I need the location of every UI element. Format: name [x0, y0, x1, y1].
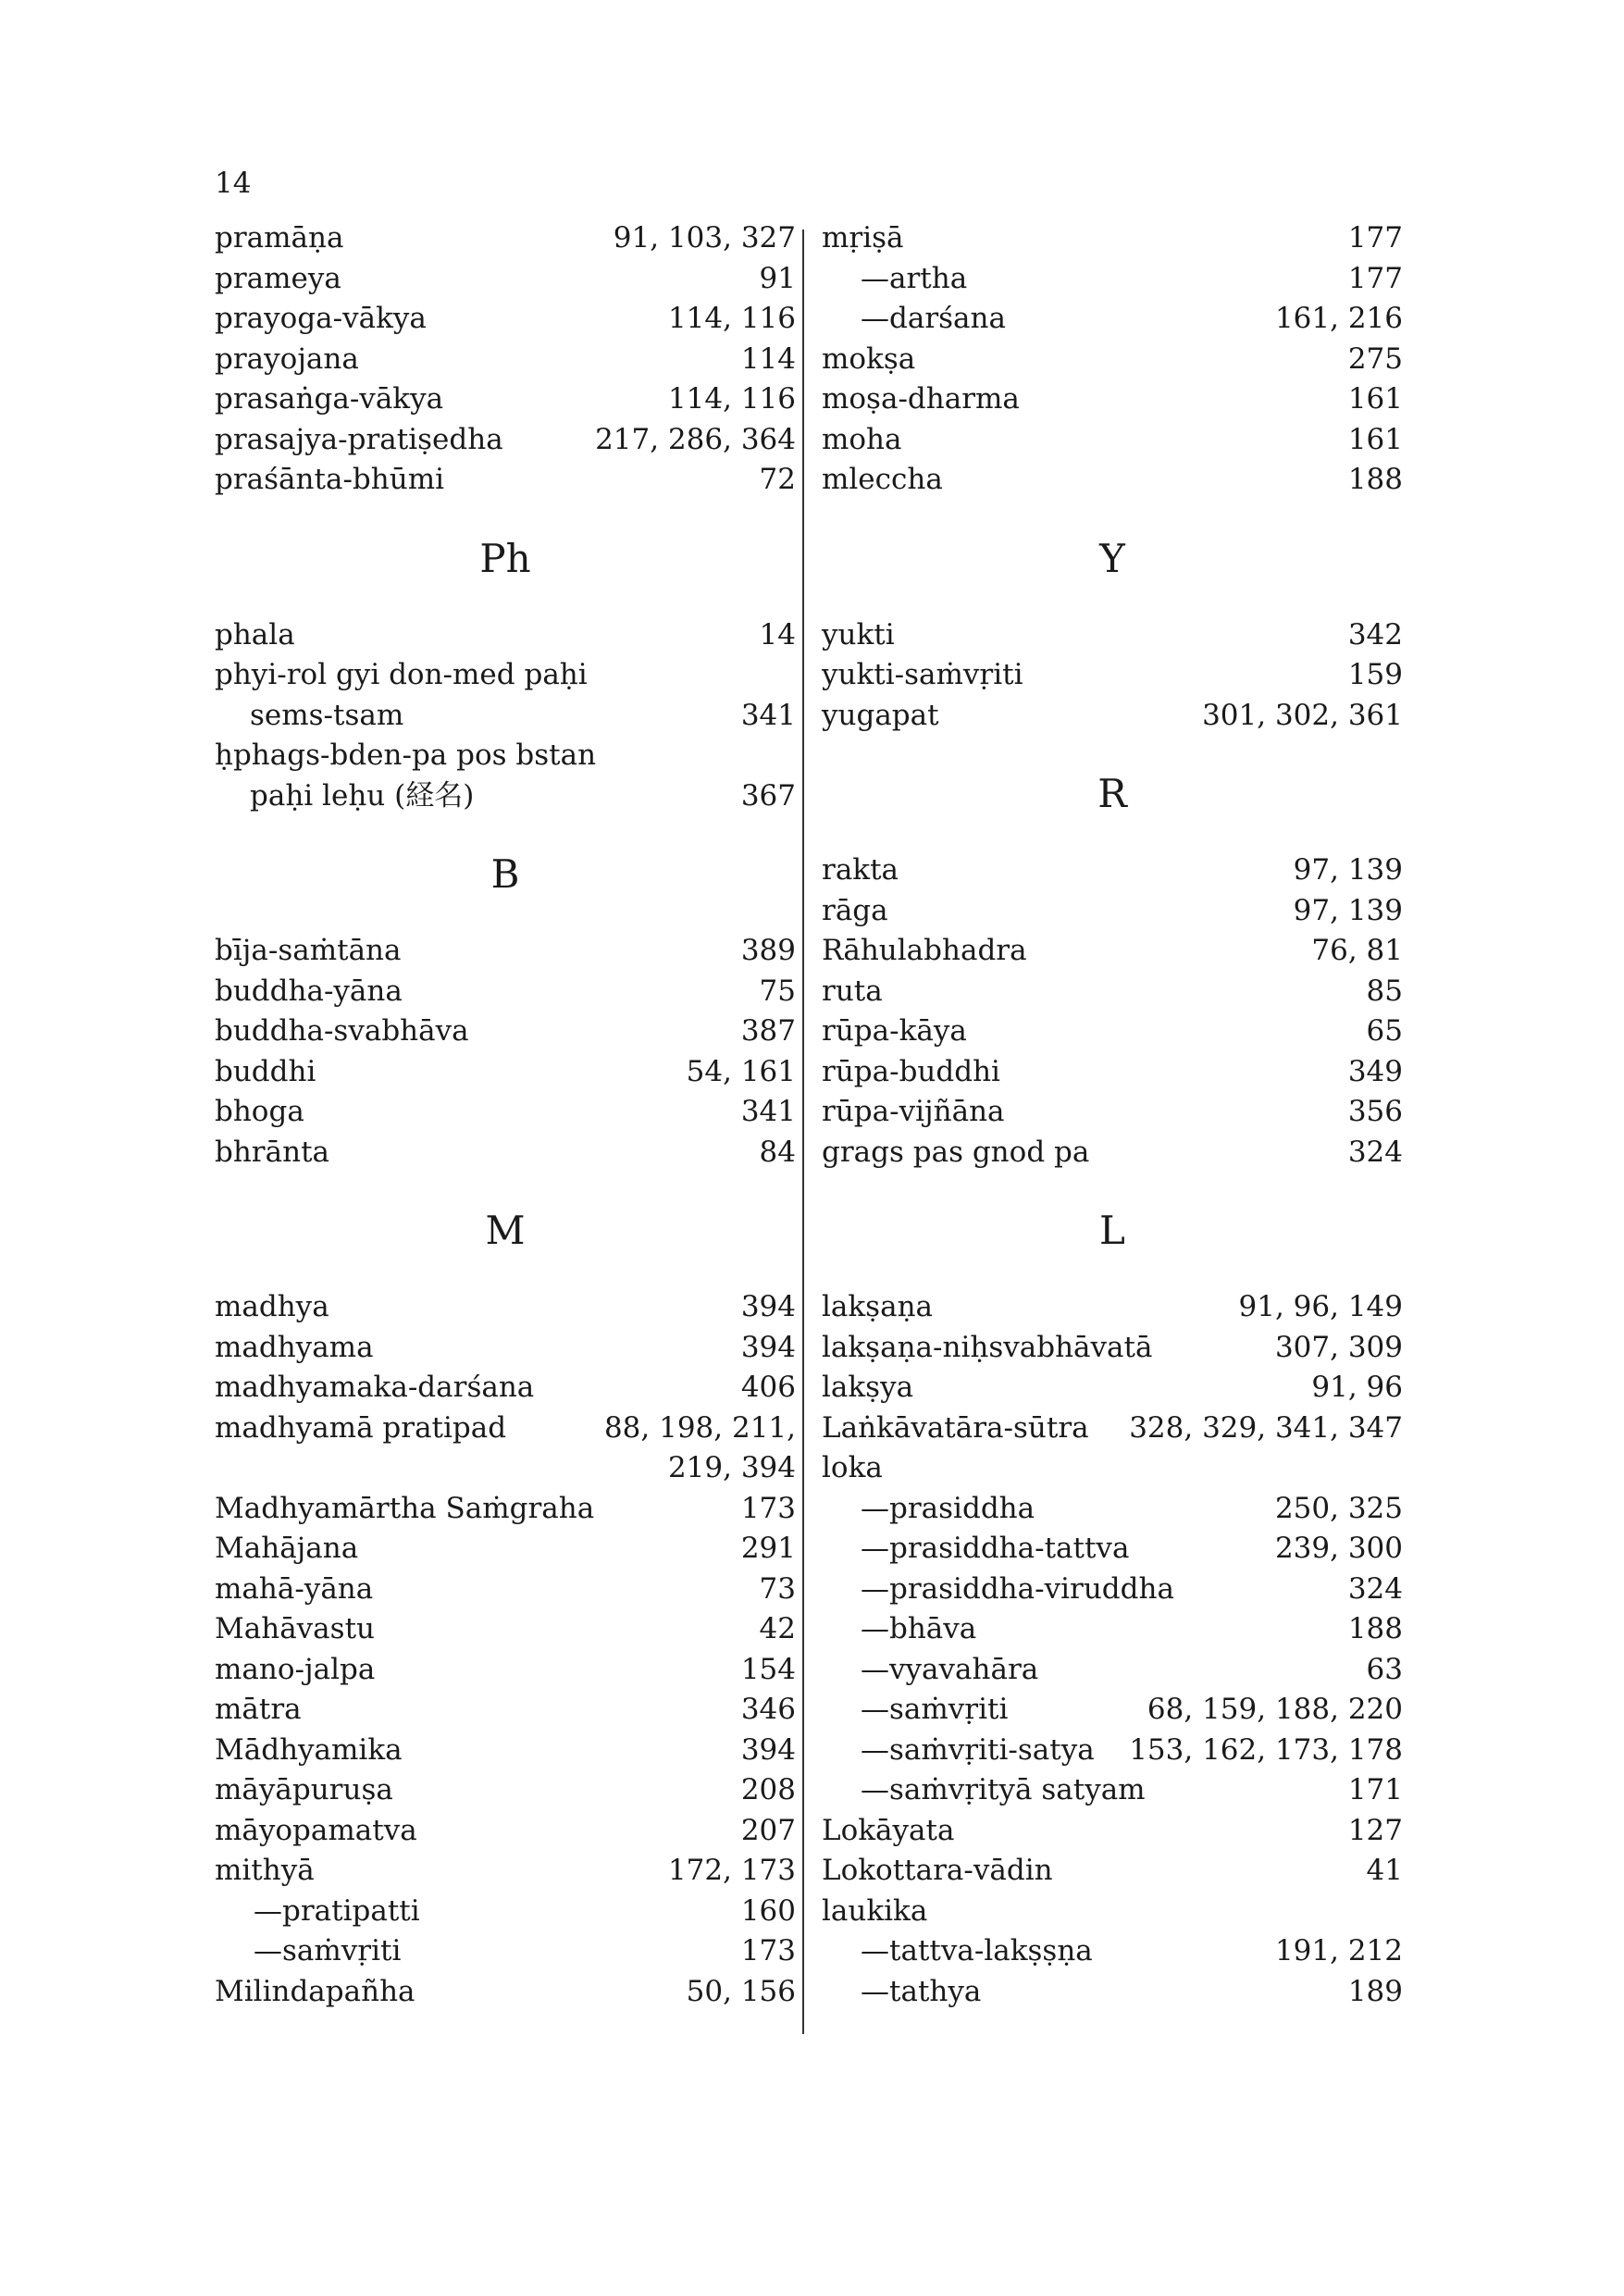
entry-pages: 161, 216 [1274, 302, 1403, 335]
index-column-left [215, 218, 796, 2012]
entry-term: buddha-yāna [215, 974, 403, 1008]
page-number: 14 [215, 167, 252, 200]
entry-pages: 324 [1347, 1135, 1403, 1169]
entry-term: buddha-svabhāva [215, 1014, 469, 1048]
index-entry [822, 1011, 1403, 1052]
entry-term: yugapat [822, 698, 939, 732]
index-subentry [822, 1770, 1403, 1811]
entry-pages: 394 [740, 1330, 796, 1364]
entry-term: —tattva-lakṣṣṇa [861, 1934, 1093, 1967]
entry-term: —prasiddha-tattva [861, 1532, 1130, 1565]
entry-term: mahā-yāna [215, 1571, 374, 1606]
entry-pages: 161 [1347, 422, 1403, 456]
entry-term: —prasiddha-viruddha [861, 1571, 1174, 1606]
index-entry [822, 1052, 1403, 1093]
index-entry [822, 972, 1403, 1012]
entry-pages: 275 [1347, 341, 1403, 376]
entry-term: rūpa-vijñāna [822, 1095, 1005, 1128]
section-heading: M [485, 1208, 526, 1253]
entry-term: madhyamā pratipad [215, 1410, 507, 1445]
index-entry [215, 340, 796, 380]
entry-term: Madhyamārtha Saṁgraha [215, 1491, 595, 1525]
index-entry [822, 850, 1403, 891]
index-entry [215, 1731, 796, 1771]
entry-pages: 75 [759, 974, 796, 1008]
index-subentry [215, 1892, 796, 1932]
entry-term: —prasiddha [861, 1491, 1035, 1525]
index-entry [822, 340, 1403, 380]
entry-pages: 328, 329, 341, 347 [1129, 1410, 1403, 1445]
entry-term: Lokottara-vādin [822, 1854, 1053, 1887]
index-entry [822, 1409, 1403, 1449]
entry-term: mithyā [215, 1854, 315, 1887]
index-entry [215, 420, 796, 461]
index-subentry [822, 259, 1403, 300]
entry-term: sems-tsam [250, 698, 404, 732]
index-entry [822, 1811, 1403, 1852]
entry-pages: 91, 103, 327 [613, 221, 796, 254]
section-heading: Y [1099, 535, 1125, 581]
index-entry [215, 299, 796, 340]
index-subentry [822, 1931, 1403, 1972]
entry-term: prayoga-vākya [215, 302, 427, 335]
index-entry [822, 1287, 1403, 1328]
entry-pages: 114 [740, 341, 796, 376]
entry-pages: 219, 394 [667, 1451, 796, 1484]
entry-term: Rāhulabhadra [822, 934, 1027, 967]
entry-pages: 342 [1347, 617, 1403, 652]
entry-pages: 239, 300 [1274, 1532, 1403, 1565]
entry-pages: 389 [740, 934, 796, 967]
index-entry [215, 1052, 796, 1093]
entry-pages: 97, 139 [1293, 893, 1403, 927]
entry-pages: 127 [1347, 1813, 1403, 1847]
entry-term: madhya [215, 1290, 329, 1323]
entry-pages: 217, 286, 364 [595, 422, 796, 456]
index-subentry [822, 1731, 1403, 1771]
entry-pages: 349 [1347, 1054, 1403, 1088]
entry-term: prayojana [215, 341, 359, 376]
entry-term: loka [822, 1451, 883, 1484]
entry-term: madhyamaka-darśana [215, 1371, 535, 1404]
entry-pages: 208 [740, 1773, 796, 1806]
index-entry [215, 615, 796, 656]
index-entry [215, 1570, 796, 1610]
entry-term: yukti-saṁvṛiti [822, 658, 1023, 691]
section-heading: L [1099, 1208, 1125, 1253]
index-entry [822, 1133, 1403, 1173]
entry-term: bhoga [215, 1095, 304, 1128]
entry-pages: 85 [1366, 974, 1403, 1008]
entry-pages: 91 [759, 261, 796, 295]
index-entry [215, 460, 796, 501]
entry-pages: 91, 96, 149 [1238, 1290, 1403, 1323]
entry-term: buddhi [215, 1054, 316, 1088]
index-entry [215, 1489, 796, 1530]
entry-pages: 114, 116 [667, 302, 796, 335]
entry-term: rūpa-buddhi [822, 1054, 1000, 1088]
entry-term: —tathya [861, 1974, 982, 2008]
entry-pages: 189 [1347, 1974, 1403, 2008]
index-entry [215, 736, 796, 776]
entry-term: —vyavahāra [861, 1652, 1039, 1686]
entry-term: rāga [822, 893, 888, 927]
index-entry [215, 1972, 796, 2013]
entry-term: mano-jalpa [215, 1652, 376, 1686]
index-entry [822, 1368, 1403, 1409]
entry-pages: 91, 96 [1311, 1371, 1403, 1404]
entry-pages: 88, 198, 211, [603, 1410, 796, 1445]
entry-term: praśānta-bhūmi [215, 463, 444, 496]
entry-term: moha [822, 422, 902, 456]
index-column-right [822, 218, 1403, 2012]
index-entry [822, 931, 1403, 972]
index-entry [822, 1328, 1403, 1369]
entry-pages: 114, 116 [667, 382, 796, 416]
index-entry [822, 891, 1403, 932]
entry-pages: 160 [740, 1893, 796, 1928]
index-entry [822, 379, 1403, 420]
entry-pages: 41 [1366, 1854, 1403, 1887]
index-entry [215, 1851, 796, 1892]
entry-term: lakṣaṇa [822, 1290, 934, 1323]
index-subentry [822, 1529, 1403, 1570]
index-entry [215, 1409, 796, 1449]
entry-term: Mahāvastu [215, 1612, 375, 1645]
entry-term: —saṁvṛityā satyam [861, 1773, 1146, 1806]
entry-pages: 54, 161 [686, 1054, 796, 1088]
entry-term: —saṁvṛiti [861, 1693, 1009, 1726]
entry-pages: 72 [759, 463, 796, 496]
index-entry [215, 931, 796, 972]
index-subentry [215, 1931, 796, 1972]
section-heading: Ph [479, 535, 531, 581]
entry-term: Laṅkāvatāra-sūtra [822, 1410, 1089, 1445]
entry-pages: 84 [759, 1135, 796, 1169]
entry-term: rakta [822, 853, 899, 887]
entry-term: Lokāyata [822, 1813, 955, 1847]
entry-pages: 250, 325 [1274, 1491, 1403, 1525]
entry-term: prameya [215, 261, 341, 295]
index-entry [215, 1011, 796, 1052]
index-entry [215, 655, 796, 696]
index-entry [215, 259, 796, 300]
index-entry [215, 1770, 796, 1811]
index-entry [215, 1092, 796, 1133]
entry-pages: 68, 159, 188, 220 [1147, 1693, 1403, 1726]
entry-term: rūpa-kāya [822, 1014, 967, 1048]
index-entry [215, 379, 796, 420]
index-subentry [822, 1489, 1403, 1530]
entry-pages: 173 [740, 1934, 796, 1967]
index-entry [215, 218, 796, 259]
entry-term: mokṣa [822, 341, 916, 376]
entry-term: Mahājana [215, 1532, 359, 1565]
index-entry [822, 218, 1403, 259]
entry-term: prasaṅga-vākya [215, 382, 444, 416]
index-subentry [822, 1650, 1403, 1691]
entry-term: phyi-rol gyi don-med paḥi [215, 658, 588, 691]
entry-pages: 76, 81 [1311, 934, 1403, 967]
entry-term: laukika [822, 1893, 928, 1928]
entry-term: lakṣaṇa-niḥsvabhāvatā [822, 1330, 1153, 1364]
entry-pages: 188 [1347, 1612, 1403, 1645]
entry-pages: 172, 173 [667, 1854, 796, 1887]
entry-term: phala [215, 617, 295, 652]
index-entry [215, 696, 796, 737]
entry-pages: 177 [1347, 221, 1403, 254]
entry-term: māyopamatva [215, 1813, 417, 1847]
entry-pages: 207 [740, 1813, 796, 1847]
entry-pages: 73 [759, 1571, 796, 1606]
entry-term: ḥphags-bden-pa pos bstan [215, 738, 597, 772]
index-entry [215, 1287, 796, 1328]
index-subentry [822, 299, 1403, 340]
index-entry [215, 1529, 796, 1570]
entry-term: grags pas gnod pa [822, 1135, 1090, 1169]
entry-term: bīja-saṁtāna [215, 934, 402, 967]
entry-term: mṛiṣā [822, 221, 904, 254]
entry-pages: 65 [1366, 1014, 1403, 1048]
entry-term: mleccha [822, 463, 943, 496]
section-heading: R [1097, 771, 1127, 816]
entry-pages: 173 [740, 1491, 796, 1525]
entry-term: prasajya-pratiṣedha [215, 422, 503, 456]
index-entry [215, 1811, 796, 1852]
entry-pages: 188 [1347, 463, 1403, 496]
entry-pages: 97, 139 [1293, 853, 1403, 887]
entry-term: ruta [822, 974, 883, 1008]
entry-term: Mādhyamika [215, 1732, 403, 1767]
index-subentry [822, 1972, 1403, 2013]
entry-pages: 307, 309 [1274, 1330, 1403, 1364]
entry-pages: 356 [1347, 1095, 1403, 1128]
entry-pages: 406 [740, 1371, 796, 1404]
column-divider [802, 230, 804, 2034]
index-entry [822, 655, 1403, 696]
entry-pages: 159 [1347, 658, 1403, 691]
section-heading: B [490, 851, 520, 897]
entry-term: —pratipatti [254, 1893, 420, 1928]
entry-term: paḥi leḥu (経名) [250, 778, 475, 813]
entry-pages: 346 [740, 1693, 796, 1726]
index-entry [822, 1851, 1403, 1892]
entry-term: —saṁvṛiti-satya [861, 1732, 1095, 1767]
index-entry [215, 1650, 796, 1691]
entry-pages: 324 [1347, 1571, 1403, 1606]
entry-pages: 63 [1366, 1652, 1403, 1686]
entry-term: pramāṇa [215, 221, 344, 254]
index-entry [822, 1448, 1403, 1489]
entry-pages: 171 [1347, 1773, 1403, 1806]
index-subentry [822, 1570, 1403, 1610]
index-entry [822, 460, 1403, 501]
index-entry [822, 615, 1403, 656]
entry-pages: 341 [740, 1095, 796, 1128]
entry-term: Milindapañha [215, 1974, 415, 2008]
entry-pages: 394 [740, 1290, 796, 1323]
entry-pages: 50, 156 [686, 1974, 796, 2008]
index-entry [822, 696, 1403, 737]
entry-term: —bhāva [861, 1612, 977, 1645]
entry-term: yukti [822, 617, 895, 652]
entry-term: —darśana [861, 302, 1006, 335]
index-entry [215, 972, 796, 1012]
entry-pages: 367 [740, 778, 796, 813]
entry-pages: 387 [740, 1014, 796, 1048]
index-entry [822, 420, 1403, 461]
entry-term: —artha [861, 261, 968, 295]
entry-pages: 161 [1347, 382, 1403, 416]
entry-pages: 341 [740, 698, 796, 732]
entry-pages: 394 [740, 1732, 796, 1767]
index-subentry [822, 1609, 1403, 1650]
index-entry [215, 1368, 796, 1409]
index-entry [215, 1328, 796, 1369]
index-subentry [822, 1690, 1403, 1731]
entry-pages: 291 [740, 1532, 796, 1565]
index-entry [215, 1609, 796, 1650]
entry-pages: 14 [759, 617, 796, 652]
entry-term: lakṣya [822, 1371, 914, 1404]
entry-term: —saṁvṛiti [254, 1934, 402, 1967]
entry-term: māyāpuruṣa [215, 1773, 393, 1806]
entry-term: mātra [215, 1693, 302, 1726]
entry-pages: 191, 212 [1274, 1934, 1403, 1967]
entry-pages: 154 [740, 1652, 796, 1686]
entry-pages: 301, 302, 361 [1202, 698, 1403, 732]
entry-term: bhrānta [215, 1135, 330, 1169]
index-entry [822, 1092, 1403, 1133]
index-entry [215, 1690, 796, 1731]
index-entry [215, 1133, 796, 1173]
entry-term: madhyama [215, 1330, 374, 1364]
entry-pages: 42 [759, 1612, 796, 1645]
entry-pages: 177 [1347, 261, 1403, 295]
index-entry [822, 1892, 1403, 1932]
entry-pages: 153, 162, 173, 178 [1129, 1732, 1403, 1767]
index-entry [215, 1448, 796, 1489]
entry-term: moṣa-dharma [822, 382, 1020, 416]
index-entry [215, 776, 796, 817]
